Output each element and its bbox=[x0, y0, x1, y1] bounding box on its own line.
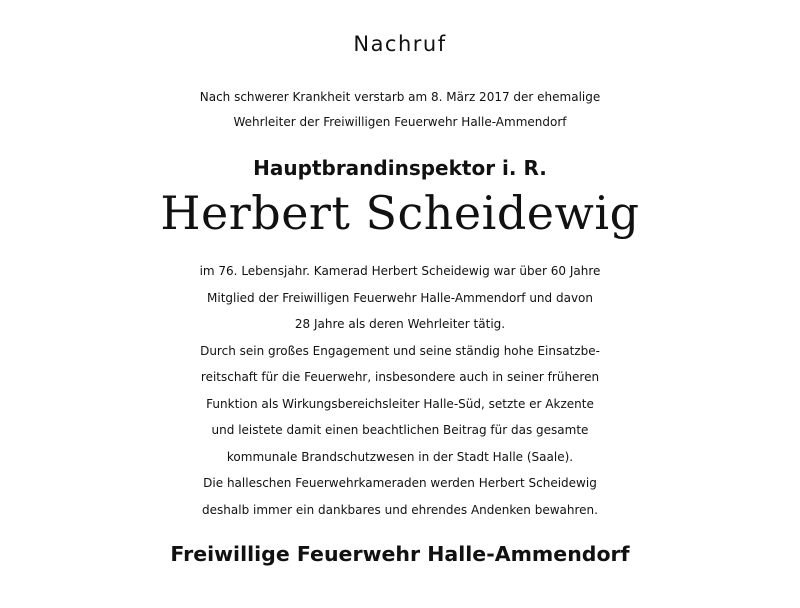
body-line: Mitglied der Freiwilligen Feuerwehr Halle-Ammendorf und davon bbox=[207, 290, 593, 305]
body-line: Die halleschen Feuerwehrkameraden werden Herbert Scheidewig bbox=[203, 476, 597, 490]
body-text bbox=[0, 258, 800, 523]
body-line: 28 Jahre als deren Wehrleiter tätig. bbox=[294, 317, 506, 331]
body-line: Durch sein großes Engagement und seine ständig hohe Einsatzbe- bbox=[200, 343, 600, 358]
rank-title: Hauptbrandinspektor i. R. bbox=[253, 156, 547, 180]
body-line: im 76. Lebensjahr. Kamerad Herbert Scheidewig war über 60 Jahre bbox=[199, 264, 601, 278]
body-line: Funktion als Wirkungsbereichsleiter Halle-Süd, setzte er Akzente bbox=[206, 396, 594, 411]
signature: Freiwillige Feuerwehr Halle-Ammendorf bbox=[170, 542, 630, 566]
notice-heading: Nachruf bbox=[353, 32, 447, 56]
intro-line: Wehrleiter der Freiwilligen Feuerwehr Halle-Ammendorf bbox=[233, 115, 567, 129]
body-line: kommunale Brandschutzwesen in der Stadt Halle (Saale). bbox=[226, 449, 574, 464]
deceased-name: Herbert Scheidewig bbox=[160, 186, 640, 240]
body-line: deshalb immer ein dankbares und ehrendes Andenken bewahren. bbox=[202, 502, 598, 517]
body-line: reitschaft für die Feuerwehr, insbesondere auch in seiner früheren bbox=[200, 370, 600, 384]
intro-line: Nach schwerer Krankheit verstarb am 8. März 2017 der ehemalige bbox=[199, 90, 601, 104]
intro-text bbox=[0, 85, 800, 135]
body-line: und leistete damit einen beachtlichen Beitrag für das gesamte bbox=[211, 423, 589, 437]
